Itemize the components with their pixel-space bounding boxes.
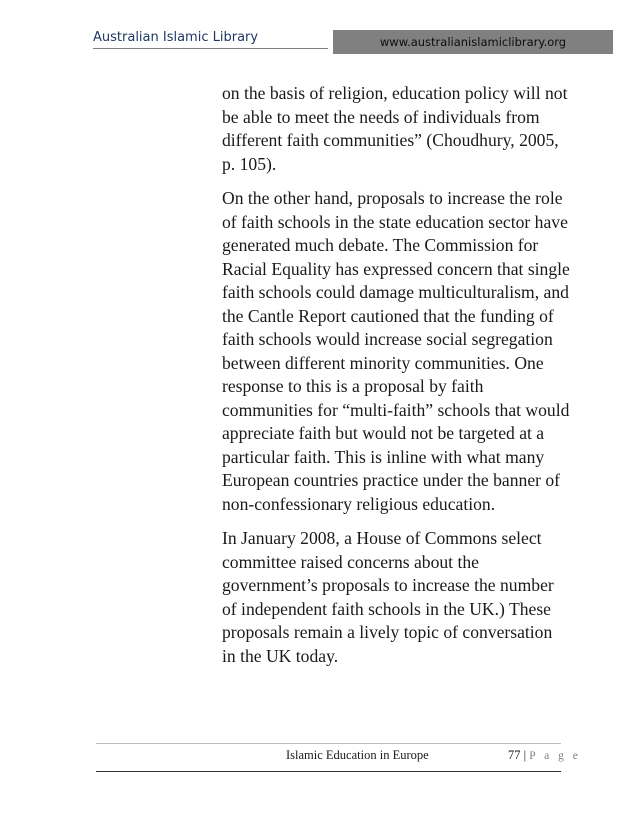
- page-label: P a g e: [529, 750, 581, 762]
- paragraph-3: In January 2008, a House of Commons select committee raised concerns about the government’s proposals to increase the number of independent faith schools in the UK.) These proposals remain a lively topic of conversation in the UK today.: [222, 528, 554, 666]
- page-separator: |: [523, 748, 527, 762]
- footer-divider-bottom: [96, 771, 561, 772]
- paragraph-2: On the other hand, proposals to increase the role of faith schools in the state education sector have generated much debate. The Commission for Racial Equality has expressed concern that single faith schools could damage multiculturalism, and the Cantle Report cautioned that the funding of faith schools would increase social segregation between different minority communities. One response to this is a proposal by faith communities for “multi-faith” schools that would appreciate faith but would not be targeted at a particular faith. This is inline with what many European countries practice under the banner of non-confessionary religious education.: [222, 188, 570, 514]
- paragraph-1: on the basis of religion, education policy will not be able to meet the needs of individuals from different faith communities” (Choudhury, 2005, p. 105).: [222, 83, 568, 174]
- header-website-banner: www.australianislamiclibrary.org: [333, 30, 613, 54]
- document-body: [222, 82, 570, 679]
- header-library-name: Australian Islamic Library: [93, 30, 259, 45]
- footer-divider-top: [96, 743, 561, 744]
- page-number: 77: [508, 748, 521, 762]
- footer-document-title: Islamic Education in Europe: [286, 748, 429, 762]
- header-divider: [93, 48, 328, 49]
- footer-page-number: [508, 748, 581, 763]
